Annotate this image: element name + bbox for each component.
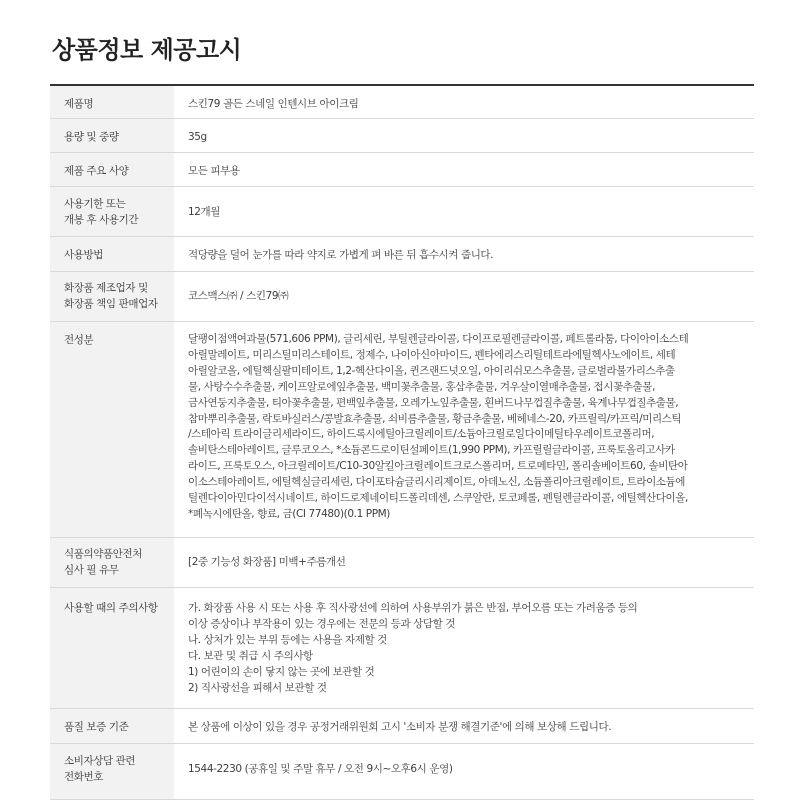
- table-row: [50, 237, 754, 272]
- row-value: [174, 187, 754, 237]
- page-title: 상품정보 제공고시: [52, 36, 242, 64]
- row-label-line: 개봉 후 사용기간: [64, 214, 139, 226]
- row-label-line: 소비자상담 관련: [64, 754, 136, 767]
- row-label: [50, 237, 174, 272]
- row-value-line: 아릴말레이트, 미리스틸미리스테이트, 정제수, 나이아신아마이드, 펜타에리스리틸테트라에틸헥사노에이트, 세테: [188, 348, 676, 361]
- row-value-line: 물, 사탕수수추출물, 케이프알로에잎추출물, 백미꽃추출물, 홍삼추출물, 겨우살이열매추출물, 접시꽃추출물,: [188, 380, 655, 393]
- row-value-line: 라이드, 프룩토오스, 아크릴레이트/C10-30알킬아크릴레이트크로스폴리머, 트로메타민, 폴리솔베이트60, 솔비탄아: [188, 460, 688, 473]
- row-value: [174, 85, 754, 119]
- row-label: [50, 587, 174, 708]
- row-value: [174, 322, 754, 538]
- row-label-line: 식품의약품안전처: [64, 547, 142, 560]
- table-row: [50, 743, 754, 799]
- row-label: [50, 322, 174, 538]
- row-value-line: 나. 상처가 있는 부위 등에는 사용을 자제할 것: [188, 633, 387, 646]
- row-value-line: 다. 보관 및 취급 시 주의사항: [188, 649, 313, 662]
- row-label-line: 심사 필 유무: [64, 563, 119, 576]
- row-value: [174, 153, 754, 187]
- row-label-line: 사용방법: [64, 249, 103, 261]
- row-label: [50, 119, 174, 153]
- row-label-line: 용량 및 중량: [64, 131, 119, 143]
- row-label: [50, 743, 174, 799]
- table-row: [50, 708, 754, 743]
- row-value-line: 모든 피부용: [188, 165, 240, 177]
- row-value-line: 코스맥스㈜ / 스킨79㈜: [188, 290, 289, 302]
- row-value-line: *폐녹시에탄올, 향료, 금(CI 77480)(0.1 PPM): [188, 507, 391, 520]
- table-row: [50, 187, 754, 237]
- table-row: [50, 322, 754, 538]
- row-label-line: 품질 보증 기준: [64, 720, 129, 733]
- row-value: [174, 708, 754, 743]
- row-value-line: 금사연둥지추출물, 티아꽃추출물, 편백잎추출물, 오레가노잎추출물, 흰버드나무껍질추출물, 육계나무껍질추출물,: [188, 396, 679, 409]
- row-value-line: /스테아릭 트라이글리세라이드, 하이드록시에틸아크릴레이트/소듐아크릴로일다이메틸타우레이트코폴리머,: [188, 428, 655, 441]
- row-value-line: 이소스테아레이트, 에틸헥실글리세린, 다이포타슘글리시리제이트, 아데노신, 소듐폴리아크릴레이트, 트라이소듐에: [188, 476, 686, 489]
- table-row: [50, 85, 754, 119]
- row-value: [174, 537, 754, 587]
- row-value-line: 12개월: [188, 206, 221, 218]
- row-value-line: [2중 기능성 화장품] 미백+주름개선: [188, 555, 346, 568]
- table-row: [50, 537, 754, 587]
- row-value: [174, 272, 754, 322]
- row-label-line: 화장품 제조업자 및: [64, 282, 148, 294]
- row-label-line: 전화번호: [64, 770, 103, 783]
- table-row: [50, 153, 754, 187]
- row-label: [50, 708, 174, 743]
- row-value-line: 참마뿌리추출물, 락토바실러스/콩발효추출물, 쇠비름추출물, 황금추출물, 베헤네스-20, 카프릴릭/카프릭/미리스틱: [188, 412, 682, 425]
- row-value-line: 이상 증상이나 부작용이 있는 경우에는 전문의 등과 상담할 것: [188, 617, 456, 630]
- row-label-line: 사용할 때의 주의사항: [64, 601, 158, 614]
- row-value: [174, 587, 754, 708]
- row-value-line: 2) 직사광선을 피해서 보관할 것: [188, 681, 327, 694]
- table-row: [50, 587, 754, 708]
- row-value: [174, 237, 754, 272]
- row-value-line: 본 상품에 이상이 있을 경우 공정거래위원회 고시 '소비자 분쟁 해결기준'에 의해 보상해 드립니다.: [188, 720, 612, 733]
- row-label-line: 사용기한 또는: [64, 198, 126, 210]
- row-label-line: 전성분: [64, 334, 94, 346]
- row-value-line: 35g: [188, 131, 207, 143]
- table-row: [50, 119, 754, 153]
- row-value-line: 스킨79 골든 스네일 인텐시브 아이크림: [188, 98, 359, 110]
- row-label: [50, 187, 174, 237]
- row-value-line: 달팽이점액여과물(571,606 PPM), 글리세린, 부틸렌글라이콜, 다이프로필렌글라이콜, 페트롤라툼, 다이아이소스테: [188, 333, 689, 345]
- product-info-table: [50, 84, 754, 800]
- row-value-line: 틸렌다이아민다이석시네이트, 하이드로제네이티드폴리데센, 스쿠알란, 토코페롤, 펜틸렌글라이콜, 에틸헥산다이올,: [188, 492, 688, 505]
- row-label: [50, 272, 174, 322]
- row-value-line: 1544-2230 (공휴일 및 주말 휴무 / 오전 9시~오후6시 운영): [188, 762, 453, 775]
- row-value-line: 적당량을 덜어 눈가를 따라 약지로 가볍게 펴 바른 뒤 흡수시켜 줍니다.: [188, 249, 494, 261]
- row-value-line: 솔비탄스테아레이트, 글루코오스, *소듐콘드로이틴설페이트(1,990 PPM), 카프릴릴글라이콜, 프룩토올리고사카: [188, 444, 675, 457]
- row-label: [50, 153, 174, 187]
- row-label-line: 제품 주요 사양: [64, 165, 129, 177]
- row-value-line: 가. 화장품 사용 시 또는 사용 후 직사광선에 의하여 사용부위가 붉은 반점, 부어오름 또는 가려움증 등의: [188, 601, 638, 614]
- row-label-line: 제품명: [64, 98, 94, 110]
- row-label: [50, 537, 174, 587]
- row-value-line: 1) 어린이의 손이 닿지 않는 곳에 보관할 것: [188, 665, 375, 678]
- product-info-table-body: [50, 85, 754, 799]
- table-row: [50, 272, 754, 322]
- row-label: [50, 85, 174, 119]
- row-value: [174, 119, 754, 153]
- row-label-line: 화장품 책임 판매업자: [64, 298, 158, 310]
- row-value-line: 아릴알코올, 에틸헥실팔미테이트, 1,2-헥산다이올, 퀸즈랜드넛오일, 아이리쉬모스추출물, 글로벌라불가리스추출: [188, 364, 675, 377]
- row-value: [174, 743, 754, 799]
